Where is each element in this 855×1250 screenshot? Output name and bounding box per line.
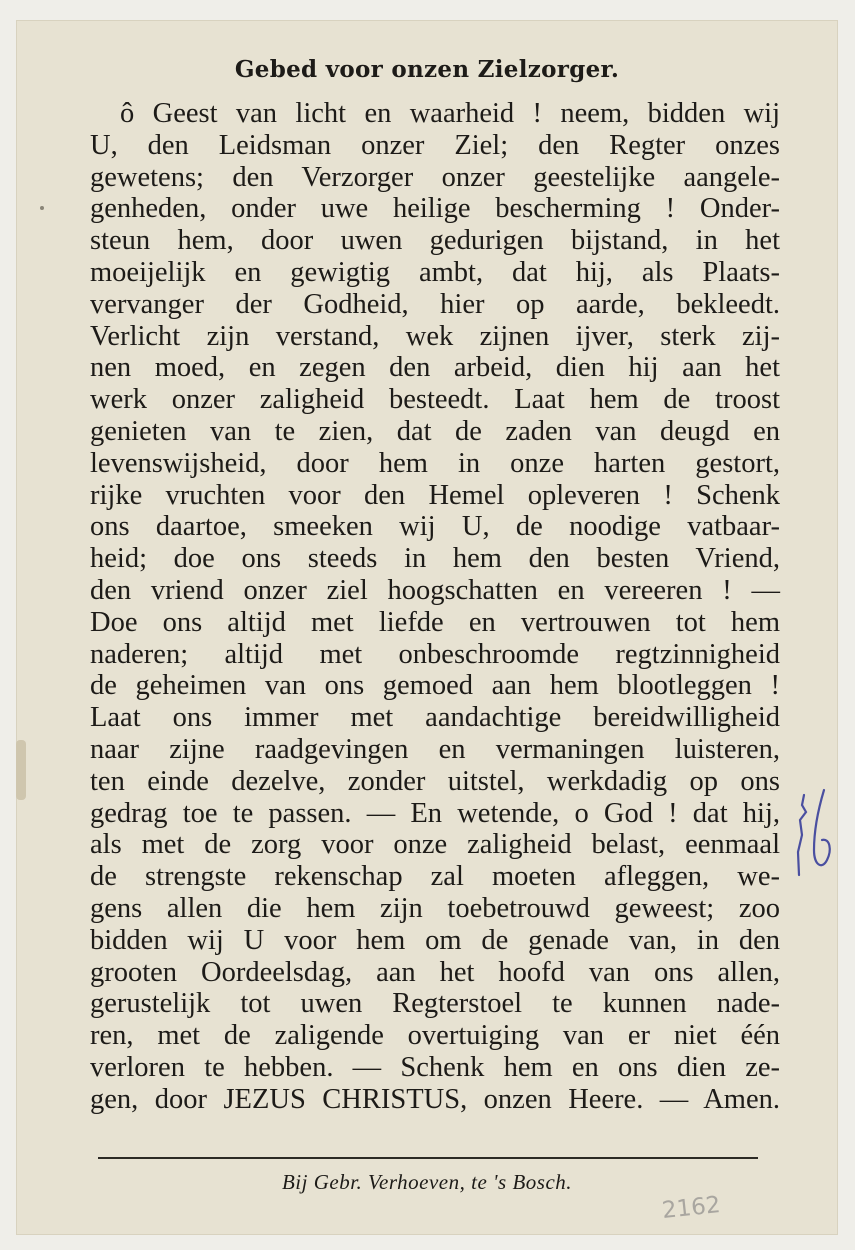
text-line: ren, met de zaligende overtuiging van er niet één	[90, 1020, 780, 1052]
text-line: gedrag toe te passen. — En wetende, o God ! dat hij,	[90, 797, 780, 829]
text-line: levenswijsheid, door hem in onze harten gestort,	[90, 447, 780, 479]
publisher-imprint: Bij Gebr. Verhoeven, te 's Bosch.	[281, 1170, 573, 1194]
text-line: heid; doe ons steeds in hem den besten Vriend,	[90, 543, 780, 575]
text-line: ô Geest van licht en waarheid ! neem, bidden wij	[120, 98, 780, 129]
text-line: genheden, onder uwe heilige bescherming ! Onder-	[90, 193, 780, 225]
text-line: werk onzer zaligheid besteedt. Laat hem de troost	[90, 384, 780, 416]
text-line: naderen; altijd met onbeschroomde regtzinnigheid	[90, 638, 780, 670]
text-line: U, den Leidsman onzer Ziel; den Regter onzes	[90, 129, 780, 161]
text-line: den vriend onzer ziel hoogschatten en vereeren ! —	[90, 574, 780, 606]
text-line: de strengste rekenschap zal moeten afleggen, we-	[90, 861, 780, 893]
text-line: nen moed, en zegen den arbeid, dien hij aan het	[90, 352, 780, 384]
divider-rule	[98, 1157, 758, 1159]
text-line: moeijelijk en gewigtig ambt, dat hij, als Plaats-	[90, 256, 780, 288]
handwritten-number-text: 16	[784, 780, 785, 781]
text-line: verloren te hebben. — Schenk hem en ons dien ze-	[90, 1051, 780, 1083]
text-line: Laat ons immer met aandachtige bereidwilligheid	[90, 702, 780, 734]
text-line: gens allen die hem zijn toebetrouwd geweest; zoo	[90, 892, 780, 924]
text-line: steun hem, door uwen gedurigen bijstand, in het	[90, 225, 780, 257]
text-line: als met de zorg voor onze zaligheid belast, eenmaal	[90, 829, 780, 861]
text-line: Doe ons altijd met liefde en vertrouwen tot hem	[90, 606, 780, 638]
text-line: Verlicht zijn verstand, wek zijnen ijver, sterk zij-	[90, 320, 780, 352]
text-line: vervanger der Godheid, hier op aarde, bekleedt.	[90, 288, 780, 320]
text-line: ons daartoe, smeeken wij U, de noodige vatbaar-	[90, 511, 780, 543]
text-line: naar zijne raadgevingen en vermaningen luisteren,	[90, 733, 780, 765]
text-line: bidden wij U voor hem om de genade van, in den	[90, 924, 780, 956]
pencil-inventory-number: 2162	[660, 1192, 722, 1224]
text-line: de geheimen van ons gemoed aan hem blootleggen !	[90, 670, 780, 702]
prayer-text	[90, 98, 780, 1116]
prayer-title: Gebed voor onzen Zielzorger.	[234, 56, 620, 83]
text-line: genieten van te zien, dat de zaden van deugd en	[90, 415, 780, 447]
text-line: grooten Oordeelsdag, aan het hoofd van ons allen,	[90, 956, 780, 988]
text-line: rijke vruchten voor den Hemel opleveren ! Schenk	[90, 479, 780, 511]
paper-speck	[40, 206, 44, 210]
prayer-card	[16, 20, 838, 1235]
text-line: gewetens; den Verzorger onzer geestelijke aangele-	[90, 161, 780, 193]
handwritten-number-mark	[784, 780, 854, 890]
text-line: gerustelijk tot uwen Regterstoel te kunnen nade-	[90, 988, 780, 1020]
paper-stain	[16, 740, 26, 800]
text-line: ten einde dezelve, zonder uitstel, werkdadig op ons	[90, 765, 780, 797]
text-line: gen, door JEZUS CHRISTUS, onzen Heere. — Amen.	[90, 1083, 780, 1115]
